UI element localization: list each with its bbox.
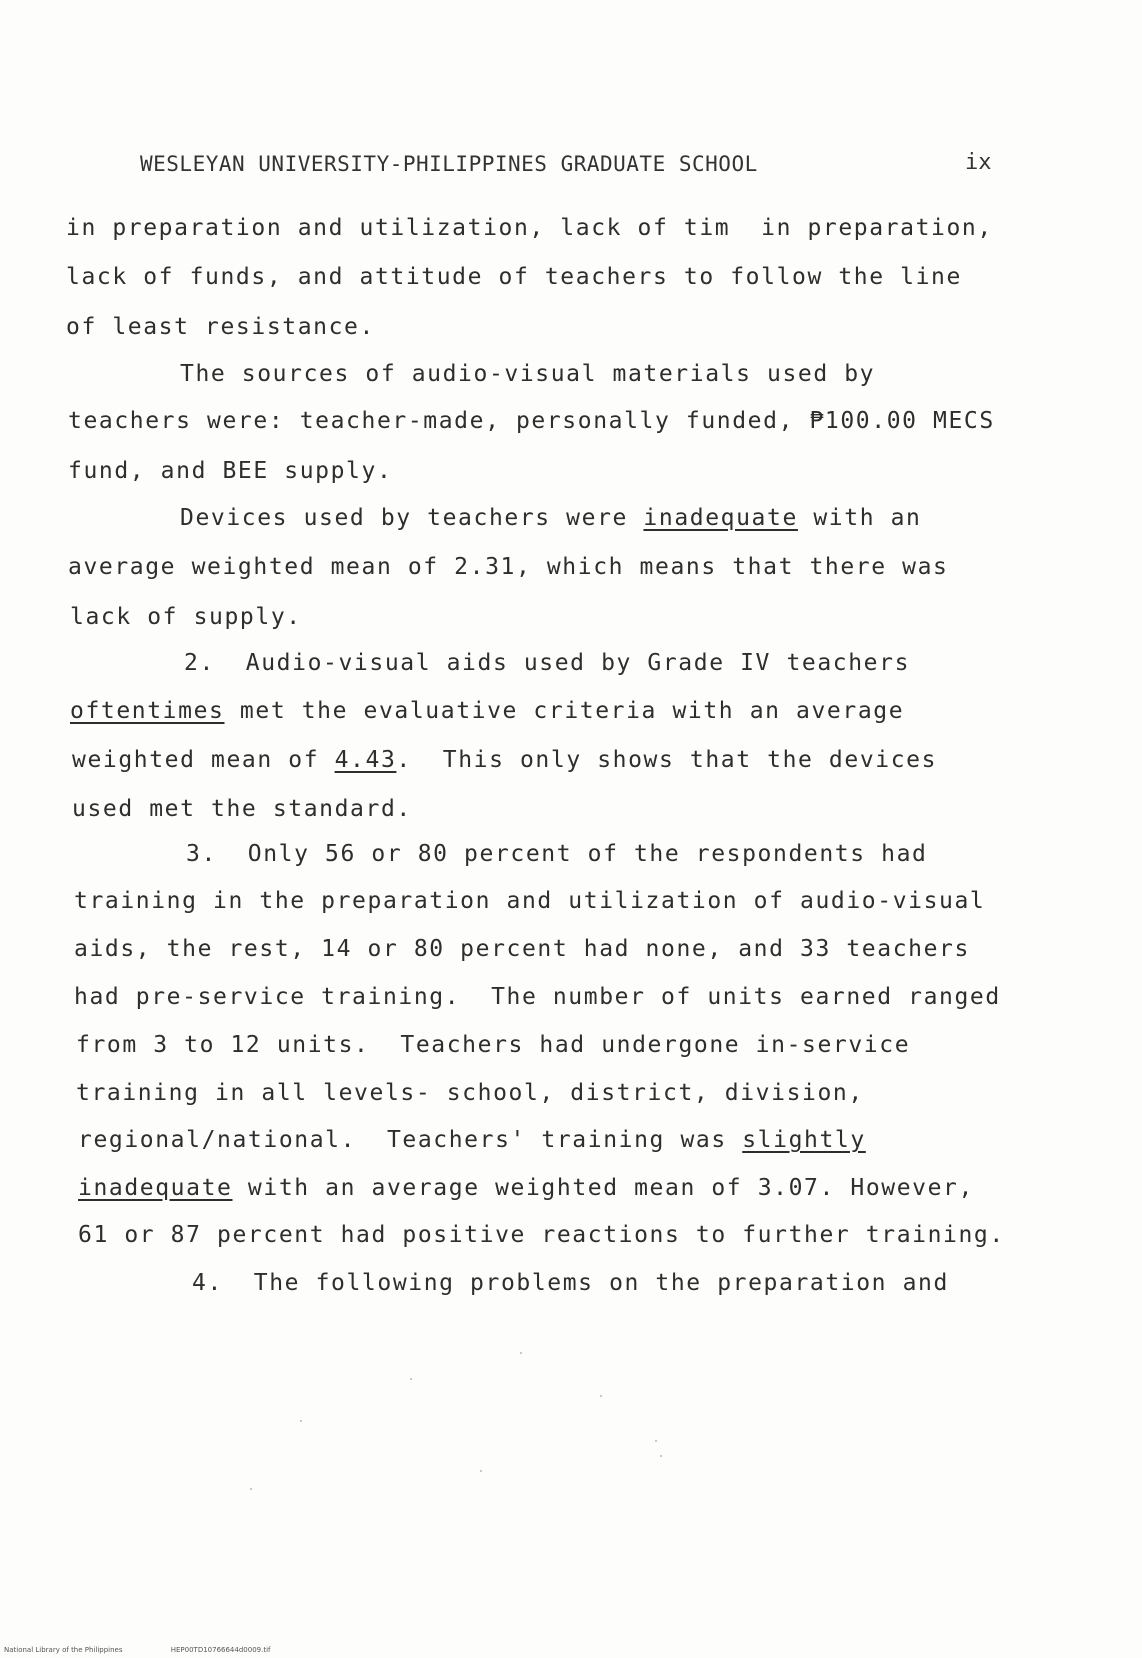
text-line-18: from 3 to 12 units. Teachers had undergone in-service (76, 1032, 911, 1058)
text-line-9: lack of supply. (70, 604, 302, 630)
text-line-7: Devices used by teachers were inadequate with an (180, 505, 922, 531)
text-line-5: teachers were: teacher-made, personally funded, ₱100.00 MECS (68, 408, 995, 434)
text-line-23: 4. The following problems on the preparation and (192, 1270, 949, 1296)
scan-speck (300, 1420, 302, 1422)
text-line-12: weighted mean of 4.43. This only shows that the devices (72, 747, 938, 773)
text-line-4: The sources of audio-visual materials used by (180, 361, 876, 387)
underlined-mean-value: 4.43 (334, 747, 397, 773)
text-line-15: training in the preparation and utilization of audio-visual (74, 888, 986, 914)
text-line-10: 2. Audio-visual aids used by Grade IV teachers (184, 650, 911, 676)
underlined-slightly: slightly (742, 1127, 866, 1153)
scan-speck (480, 1470, 482, 1472)
scan-speck (520, 1352, 522, 1354)
text-line-20: regional/national. Teachers' training was slightly (78, 1127, 866, 1153)
text-line-19: training in all levels- school, district, division, (76, 1080, 864, 1106)
underlined-inadequate: inadequate (643, 505, 798, 531)
underlined-oftentimes: oftentimes (70, 698, 225, 724)
underlined-inadequate-2: inadequate (78, 1175, 233, 1201)
text-line-17: had pre-service training. The number of units earned ranged (74, 984, 1001, 1010)
footer-file-id: HEP00TD10766644d0009.tif (170, 1646, 271, 1654)
scan-speck (660, 1455, 662, 1457)
text-line-14: 3. Only 56 or 80 percent of the respondents had (186, 841, 928, 867)
text-line-16: aids, the rest, 14 or 80 percent had none, and 33 teachers (74, 936, 970, 962)
text-line-8: average weighted mean of 2.31, which means that there was (68, 554, 949, 580)
text-line-11: oftentimes met the evaluative criteria with an average (70, 698, 905, 724)
scan-speck (655, 1440, 657, 1442)
scan-speck (600, 1395, 602, 1397)
text-line-13: used met the standard. (72, 796, 412, 822)
footer-library: National Library of the Philippines (4, 1646, 123, 1654)
text-line-6: fund, and BEE supply. (68, 458, 393, 484)
scan-footer (4, 1646, 316, 1654)
text-line-1: in preparation and utilization, lack of tim in preparation, (66, 215, 993, 241)
page-header: WESLEYAN UNIVERSITY-PHILIPPINES GRADUATE SCHOOL (140, 152, 758, 176)
scan-speck (410, 1378, 412, 1380)
text-line-21: inadequate with an average weighted mean of 3.07. However, (78, 1175, 974, 1201)
page-number: ix (965, 150, 992, 175)
scan-speck (250, 1488, 252, 1490)
text-line-3: of least resistance. (66, 314, 375, 340)
text-line-22: 61 or 87 percent had positive reactions to further training. (78, 1222, 1005, 1248)
text-line-2: lack of funds, and attitude of teachers to follow the line (66, 264, 962, 290)
